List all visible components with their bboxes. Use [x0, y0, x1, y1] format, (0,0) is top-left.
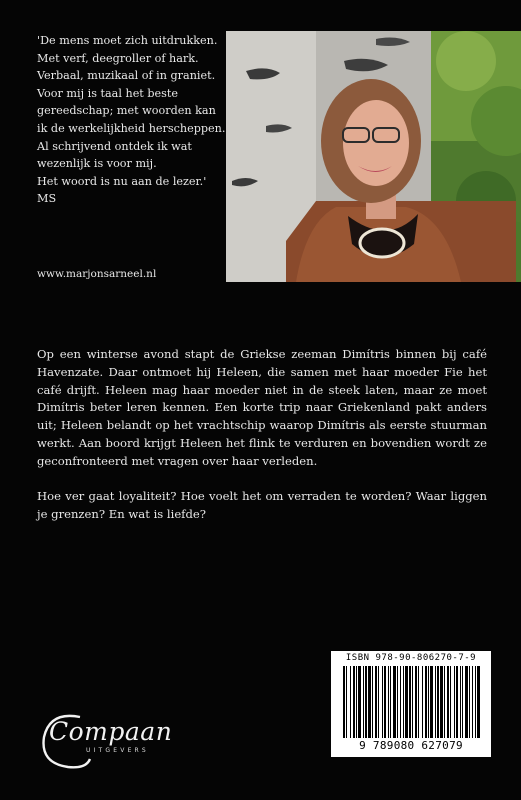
quote-line: Het woord is nu aan de lezer.' — [37, 174, 207, 188]
publisher-logo — [36, 695, 173, 770]
barcode-bar — [450, 666, 451, 738]
publisher-sub: UITGEVERS — [86, 747, 149, 754]
barcode-bar — [375, 666, 377, 738]
barcode-bar — [469, 666, 470, 738]
barcode-bar — [454, 666, 455, 738]
author-website[interactable]: www.marjonsarneel.nl — [37, 268, 157, 280]
barcode-bar — [409, 666, 411, 738]
barcode-bar — [393, 666, 396, 738]
publisher-name: Compaan — [49, 717, 173, 746]
quote-line: gereedschap; met woorden kan — [37, 104, 216, 118]
barcode-bar — [400, 666, 401, 738]
barcode-bar — [390, 666, 391, 738]
barcode-bar — [388, 666, 389, 738]
barcode-bar — [358, 666, 361, 738]
barcode-bar — [425, 666, 427, 738]
barcode-bar — [440, 666, 443, 738]
barcode-bar — [444, 666, 445, 738]
barcode-bar — [368, 666, 371, 738]
barcode-bar — [460, 666, 461, 738]
barcode-bar — [437, 666, 439, 738]
barcode-bar — [363, 666, 364, 738]
barcode-bar — [365, 666, 367, 738]
quote-line: Met verf, deegroller of hark. — [37, 51, 199, 65]
barcode-bar — [343, 666, 345, 738]
barcode-bar — [353, 666, 355, 738]
blurb-paragraph: Op een winterse avond stapt de Griekse zeeman Dimítris binnen bij café Havenzate. Daar ontmoet hij Heleen, die samen met haar moeder Fie het café drijft. Heleen mag haar moeder niet in de steek laten, maar ze moet Dimítris beter leren kennen. Een korte trip naar Griekenland pakt anders uit; Heleen belandt op het vrachtschip waarop Dimítris als eerste stuurman werkt. Aan boord krijgt Heleen het flink te verduren en bovendien wordt ze geconfronteerd met vragen over haar verleden. — [37, 347, 487, 468]
barcode-bar — [422, 666, 423, 738]
quote-signature: MS — [37, 192, 57, 206]
quote-line: ik de werkelijkheid herscheppen. — [37, 121, 226, 135]
barcode-bar — [384, 666, 386, 738]
barcode-bar — [403, 666, 404, 738]
barcode-bar — [378, 666, 379, 738]
barcode-bar — [465, 666, 468, 738]
barcode-bar — [418, 666, 419, 738]
barcode-bar — [435, 666, 436, 738]
quote-line: Voor mij is taal het beste — [37, 86, 179, 100]
barcode-bar — [472, 666, 473, 738]
barcode-bar — [350, 666, 351, 738]
isbn-barcode — [331, 651, 491, 757]
barcode-bar — [415, 666, 417, 738]
barcode-bar — [356, 666, 357, 738]
book-blurb — [37, 346, 487, 542]
barcode-bar — [346, 666, 347, 738]
barcode-bar — [462, 666, 463, 738]
barcode-bar — [397, 666, 398, 738]
quote-line: wezenlijk is voor mij. — [37, 157, 157, 171]
barcode-bar — [456, 666, 458, 738]
barcode-bar — [475, 666, 476, 738]
barcode-bar — [382, 666, 383, 738]
quote-line: Verbaal, muzikaal of in graniet. — [37, 69, 216, 83]
barcode-bar — [428, 666, 429, 738]
author-photo — [226, 31, 521, 282]
barcode-bar — [430, 666, 433, 738]
isbn-label: ISBN 978-90-806270-7-9 — [345, 653, 477, 663]
barcode-bar — [447, 666, 449, 738]
barcode-bar — [405, 666, 408, 738]
blurb-paragraph: Hoe ver gaat loyaliteit? Hoe voelt het om verraden te worden? Waar liggen je grenzen? En wat is liefde? — [37, 489, 487, 522]
barcode-bar — [477, 666, 480, 738]
barcode-bar — [372, 666, 373, 738]
barcode-number: 9 789080 627079 — [359, 739, 463, 752]
barcode-bar — [412, 666, 413, 738]
quote-line: 'De mens moet zich uitdrukken. — [37, 34, 218, 47]
author-quote — [37, 32, 227, 208]
quote-line: Al schrijvend ontdek ik wat — [37, 139, 192, 153]
